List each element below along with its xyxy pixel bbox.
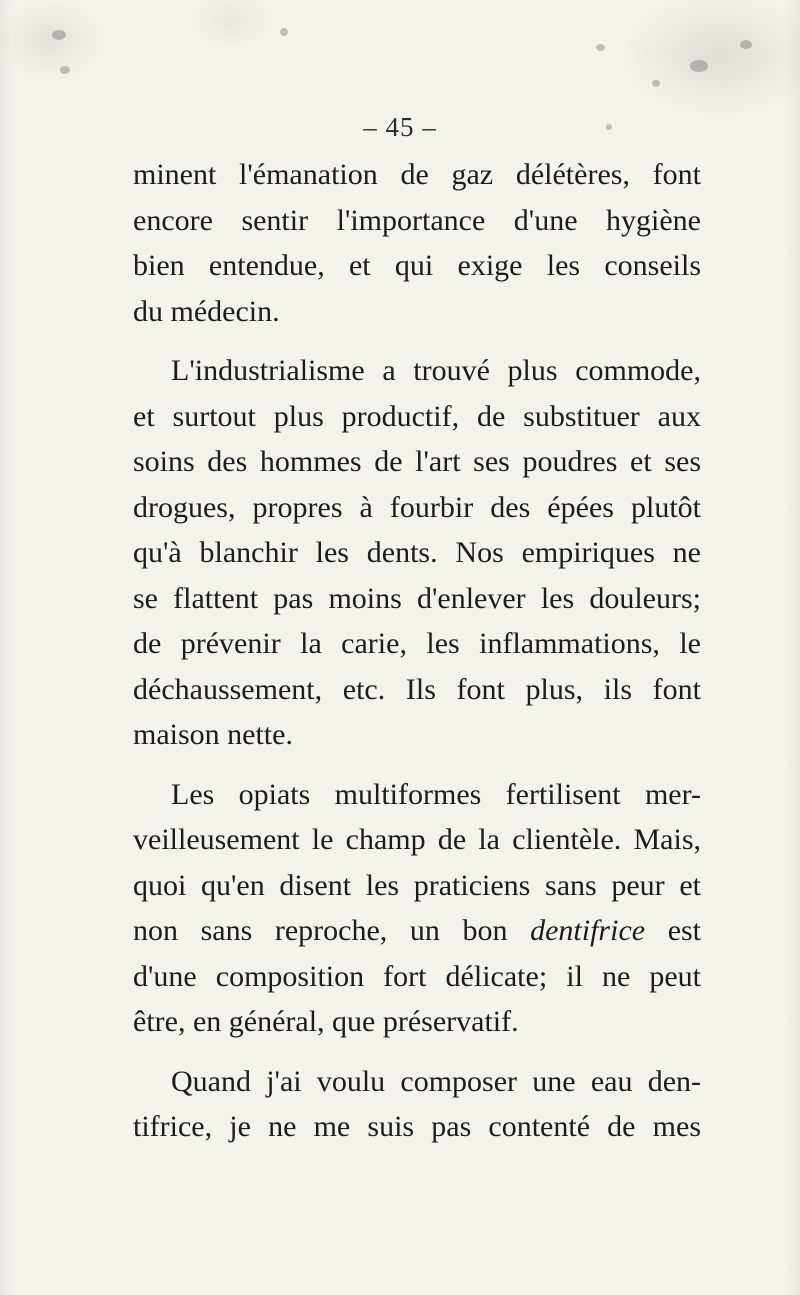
text-line: tifrice, je ne me suis pas contenté de mes — [133, 1110, 701, 1143]
text-line: maison nette. — [133, 718, 293, 751]
paper-stain — [280, 28, 288, 36]
text-line: qu'à blanchir les dents. Nos empiriques ne — [133, 536, 701, 569]
text-line: être, en général, que préservatif. — [133, 1005, 519, 1038]
text-line — [133, 908, 701, 954]
text-line: minent l'émanation de gaz délétères, font — [133, 158, 701, 191]
page-number: – 45 – — [363, 112, 437, 142]
paper-stain — [596, 44, 605, 51]
text-line: d'une composition fort délicate; il ne peut — [133, 959, 701, 993]
paper-stain — [652, 80, 660, 87]
italic-word: dentifrice — [530, 914, 646, 947]
text-line: déchaussement, etc. Ils font plus, ils font — [133, 672, 701, 706]
body-text — [133, 152, 701, 1150]
text-line: veilleusement le champ de la clientèle. Mais, — [133, 823, 701, 856]
paper-stain — [740, 40, 752, 49]
text-line: et surtout plus productif, de substituer aux — [133, 399, 701, 433]
text-line: de prévenir la carie, les inflammations, le — [133, 627, 701, 660]
text-segment: non sans reproche, un bon — [133, 914, 508, 947]
text-line: bien entendue, et qui exige les conseils — [133, 249, 701, 282]
paper-stain — [52, 30, 66, 40]
text-line: du médecin. — [133, 294, 280, 328]
text-line: encore sentir l'importance d'une hygiène — [133, 203, 701, 237]
text-line: drogues, propres à fourbir des épées plutôt — [133, 490, 701, 524]
text-segment: est — [667, 914, 702, 947]
text-line: Quand j'ai voulu composer une eau den- — [171, 1064, 701, 1098]
text-line: L'industrialisme a trouvé plus commode, — [171, 354, 701, 387]
text-line: Les opiats multiformes fertilisent mer- — [171, 777, 701, 811]
paper-stain — [60, 66, 70, 74]
text-line: soins des hommes de l'art ses poudres et ses — [133, 445, 701, 478]
paper-stain — [690, 60, 708, 72]
text-line: quoi qu'en disent les praticiens sans peur et — [133, 868, 701, 902]
text-line: se flattent pas moins d'enlever les douleurs; — [133, 581, 701, 615]
